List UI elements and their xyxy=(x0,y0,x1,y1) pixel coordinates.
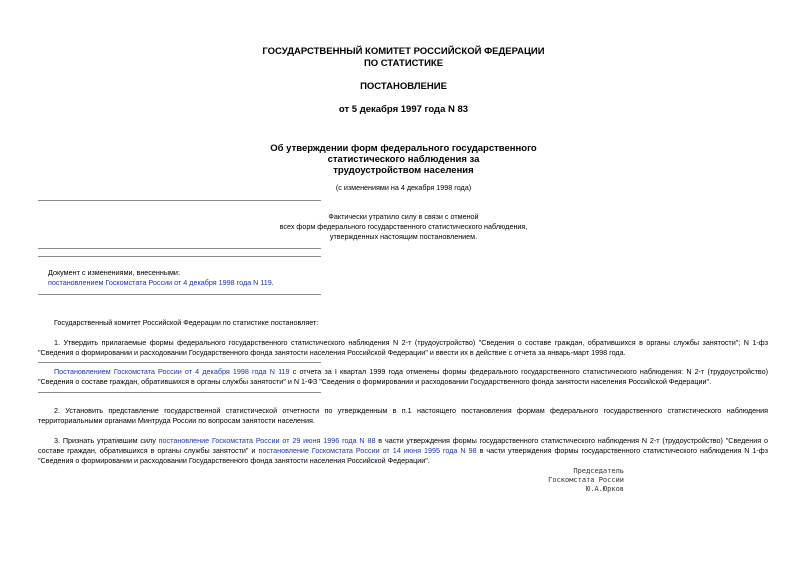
paragraph-2: 2. Установить представление государственной статистической отчетности по утвержденным в п.1 настоящего постановления формам федерального государственного статистического наблюдения территориальными органами Минтруда России по вопросам занятости населения. xyxy=(38,406,768,425)
status-note-line2: всех форм федерального государственного статистического наблюдения, xyxy=(279,222,528,231)
title-line3: трудоустройством населения xyxy=(333,165,474,176)
paragraph-1: 1. Утвердить прилагаемые формы федерального государственного статистического наблюдения N 2-т (трудоустройство) "Сведения о составе граждан, обратившихся в органы службы занятости"; N 1-фз "Сведения о формировании и расходовании Государственного фонда занятости населения Российской Федерации" и ввести их в действие с отчета за январь-март 1998 года. xyxy=(38,338,768,357)
signature-org: Госкомстата России xyxy=(548,476,624,484)
divider xyxy=(38,256,321,257)
note-1-text: с отчета за I квартал 1999 года отменены формы федерального государственного статистического наблюдения: N 2-т (трудоустройство) "Сведения о составе граждан, обратившихся в органы службы занятости" и N 1-ФЗ "Сведения о формировании и расходовании Государственного фонда занятости населения Российской Федерации". xyxy=(38,367,769,386)
divider xyxy=(38,200,321,201)
changes-line xyxy=(48,278,274,288)
divider xyxy=(38,362,321,363)
changes-period: . xyxy=(271,278,274,287)
divider xyxy=(38,294,321,295)
org-name-line2: ПО СТАТИСТИКЕ xyxy=(363,58,444,69)
signature-name: Ю.А.Юрков xyxy=(586,485,624,493)
paragraph-3-link-1[interactable]: постановление Госкомстата России от 29 июня 1996 года N 88 xyxy=(158,436,376,445)
status-note-line3: утвержденных настоящим постановлением. xyxy=(329,232,478,241)
document-date: от 5 декабря 1997 года N 83 xyxy=(338,104,469,115)
paragraph-3-part-a: 3. Признать утратившим силу xyxy=(54,436,159,445)
intro-paragraph: Государственный комитет Российской Федерации по статистике постановляет: xyxy=(54,318,319,327)
amendment-note: (с изменениями на 4 декабря 1998 года) xyxy=(335,183,472,192)
paragraph-3-part-b: в части утверждения формы государственного статистического наблюдения N 2-т (трудоустройство) "Сведения о составе граждан, обратившихся в органы службы занятости" и xyxy=(38,436,768,455)
paragraph-3-link-2[interactable]: постановление Госкомстата России от 14 июня 1995 года N 98 xyxy=(258,446,477,455)
changes-label: Документ с изменениями, внесенными: xyxy=(48,268,180,277)
divider xyxy=(38,392,321,393)
title-line2: статистического наблюдения за xyxy=(327,154,480,165)
paragraph-3 xyxy=(38,436,768,466)
divider xyxy=(38,248,321,249)
document-type: ПОСТАНОВЛЕНИЕ xyxy=(360,81,447,92)
note-1 xyxy=(38,367,768,387)
org-name-line1: ГОСУДАРСТВЕННЫЙ КОМИТЕТ РОССИЙСКОЙ ФЕДЕРАЦИИ xyxy=(262,46,545,57)
signature-title: Председатель xyxy=(573,467,624,475)
paragraph-3-part-c: в части утверждения формы государственного статистического наблюдения N 1-фз "Сведения о формировании и расходовании Государственного фонда занятости населения Российской Федерации". xyxy=(38,446,768,465)
status-note-line1: Фактически утратило силу в связи с отменой xyxy=(328,212,479,221)
note-1-link[interactable]: Постановлением Госкомстата России от 4 декабря 1998 года N 119 xyxy=(54,367,290,376)
amendment-link[interactable]: постановлением Госкомстата России от 4 декабря 1998 года N 119 xyxy=(48,278,272,287)
title-line1: Об утверждении форм федерального государственного xyxy=(270,143,537,154)
